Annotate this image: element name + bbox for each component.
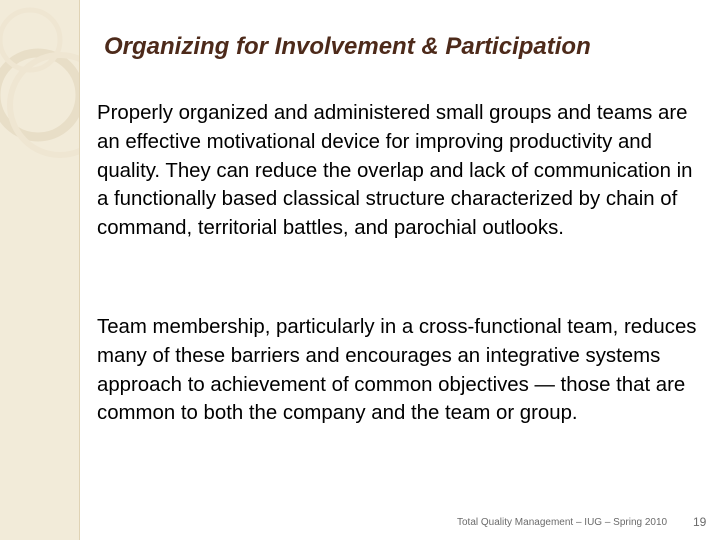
page-number: 19 xyxy=(693,515,707,529)
paragraph-1: Properly organized and administered small groups and teams are an effective motivational device for improving productivity and quality. They can reduce the overlap and lack of communication in a functionally based classical structure characterized by chain of command, territorial battles, and parochial outlooks. xyxy=(97,102,693,240)
paragraph-2: Team membership, particularly in a cross-functional team, reduces many of these barriers and encourages an integrative systems approach to achievement of common objectives — those that are common to both the company and the team or group. xyxy=(97,316,697,425)
decorative-sidebar xyxy=(0,0,80,540)
slide-title: Organizing for Involvement & Participation xyxy=(104,33,591,60)
ring-decoration xyxy=(0,0,79,220)
slide-footer: Total Quality Management – IUG – Spring 2010 xyxy=(457,517,668,528)
